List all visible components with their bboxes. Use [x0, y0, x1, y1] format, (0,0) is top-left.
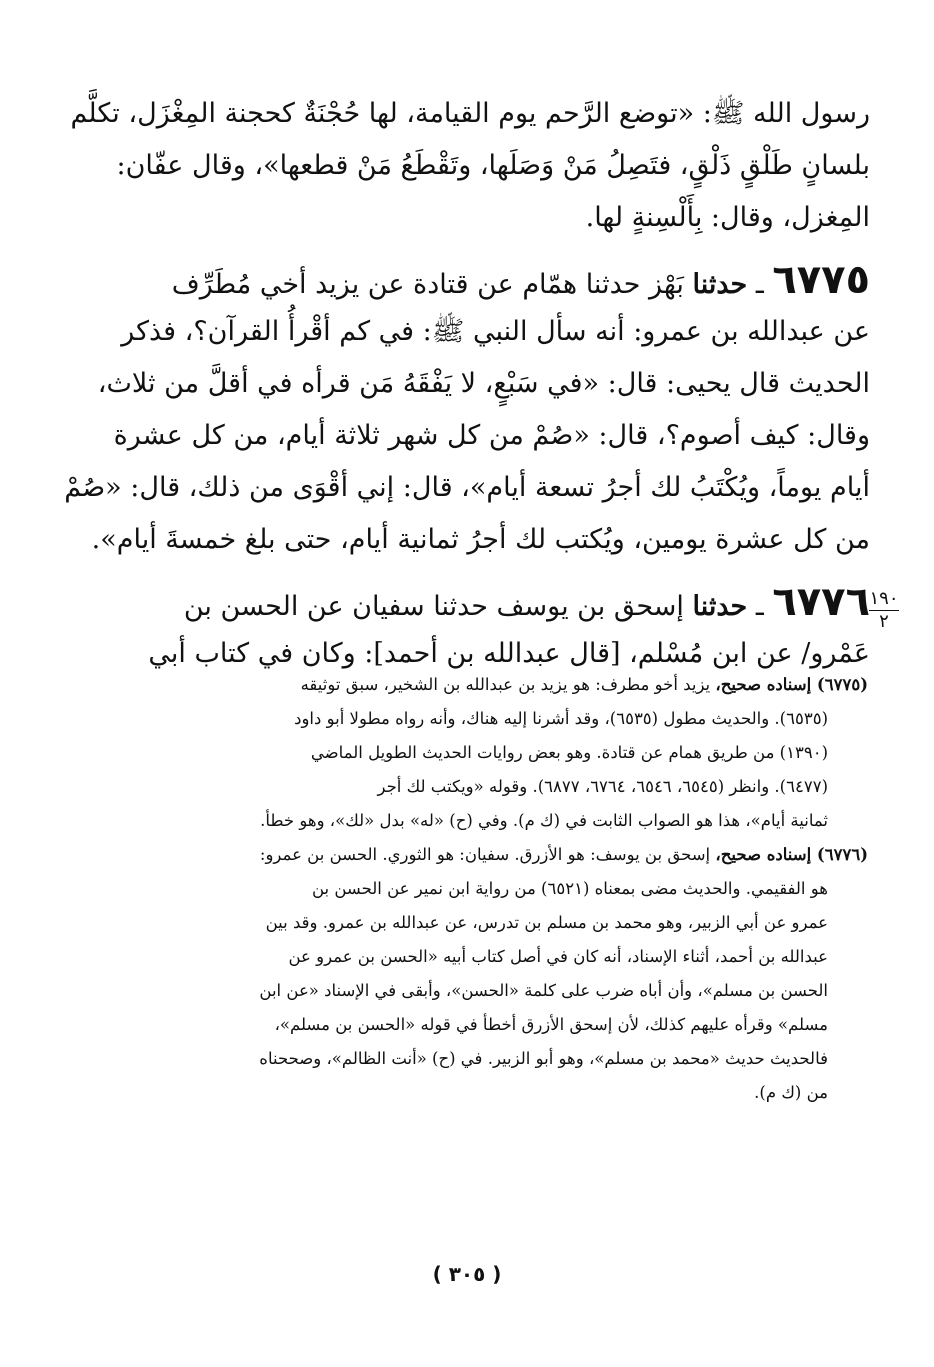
text-line: بلسانٍ طَلْقٍ ذَلْقٍ، فتَصِلُ مَنْ وَصَلَها، وتَقْطَعُ مَنْ قطعها»، وقال عفّان: — [116, 150, 870, 181]
footnote-line: من (ك م). — [754, 1083, 828, 1102]
footnote-label: (٦٧٧٥) إسناده صحيح، — [715, 675, 868, 694]
text-line: عَمْرو/ عن ابن مُسْلم، [قال عبدالله بن أحمد]: وكان في كتاب أبي — [148, 638, 870, 669]
footnote-line: عبدالله بن أحمد، أثناء الإسناد، أنه كان في أصل كتاب أبيه «الحسن بن عمرو عن — [288, 947, 828, 966]
main-text — [64, 88, 870, 680]
text-line: المِغزل، وقال: بِأَلْسِنةٍ لها. — [585, 202, 870, 233]
hadith-number: ٦٧٧٥ — [772, 257, 870, 303]
footnote-line: (٦٤٧٧). وانظر (٦٥٤٥، ٦٥٤٦، ٦٧٦٤، ٦٨٧٧). وقوله «ويكتب لك أجر — [377, 777, 828, 796]
footnote-6775-first — [150, 668, 868, 702]
footnote-text: يزيد أخو مطرف: هو يزيد بن عبدالله بن الشخير، سبق توثيقه — [300, 675, 711, 694]
hadith-keyword: حدثنا — [692, 269, 748, 300]
text-line: رسول الله ﷺ: «توضع الرَّحم يوم القيامة، لها حُجْنَةٌ كحجنة المِغْزَل، تكلَّم — [70, 98, 870, 129]
page-number: ( ٣٠٥ ) — [432, 1262, 502, 1286]
text-line: أيام يوماً، ويُكْتَبُ لك أجرُ تسعة أيام»، قال: إني أقْوَى من ذلك، قال: «صُمْ — [64, 472, 870, 503]
manuscript-page-marker — [862, 588, 906, 633]
hadith-first-line: حدثنا بَهْز حدثنا همّام عن قتادة عن يزيد أخي مُطَرِّف — [171, 269, 748, 300]
marker-bottom: ٢ — [879, 611, 889, 632]
hadith-6776-heading: ٦٧٧٦ ـ حدثنا إسحق بن يوسف حدثنا سفيان عن الحسن بن — [183, 579, 870, 625]
footnote-line: ثمانية أيام»، هذا هو الصواب الثابت في (ك م). وفي (ح) «له» بدل «لك»، وهو خطأ. — [260, 811, 828, 830]
text-line: وقال: كيف أصوم؟، قال: «صُمْ من كل شهر ثلاثة أيام، من كل عشرة — [113, 420, 870, 451]
footnote-text: إسحق بن يوسف: هو الأزرق. سفيان: هو الثوري. الحسن بن عمرو: — [259, 845, 711, 864]
footnote-line: (١٣٩٠) من طريق همام عن قتادة. وهو بعض روايات الحديث الطويل الماضي — [310, 743, 828, 762]
footnote-line: فالحديث حديث «محمد بن مسلم»، وهو أبو الزبير. في (ح) «أنت الظالم»، وصححناه — [259, 1049, 828, 1068]
hadith-keyword: حدثنا — [692, 591, 748, 622]
footnote-label: (٦٧٧٦) إسناده صحيح، — [715, 845, 868, 864]
footnote-line: هو الفقيمي. والحديث مضى بمعناه (٦٥٢١) من رواية ابن نمير عن الحسن بن — [311, 879, 828, 898]
footnote-line: مسلم» وقرأه عليهم كذلك، لأن إسحق الأزرق أخطأ في قوله «الحسن بن مسلم»، — [274, 1015, 828, 1034]
hadith-6775-heading: ٦٧٧٥ ـ حدثنا بَهْز حدثنا همّام عن قتادة عن يزيد أخي مُطَرِّف — [171, 257, 870, 303]
footnote-6776-first — [150, 838, 868, 872]
footnote-line: عمرو عن أبي الزبير، وهو محمد بن مسلم بن تدرس، عن عبدالله بن عمرو. وقد بين — [265, 913, 828, 932]
footnote-line: (٦٥٣٥). والحديث مطول (٦٥٣٥)، وقد أشرنا إليه هناك، وأنه رواه مطولا أبو داود — [294, 709, 828, 728]
text-line: الحديث قال يحيى: قال: «في سَبْعٍ، لا يَفْقَهُ مَن قرأه في أقلَّ من ثلاث، — [97, 368, 870, 399]
hadith-number: ٦٧٧٦ — [772, 579, 870, 625]
text-line: عن عبدالله بن عمرو: أنه سأل النبي ﷺ: في كم أقْرأُ القرآن؟، فذكر — [121, 316, 870, 347]
footnotes — [150, 668, 868, 1110]
marker-top: ١٩٠ — [869, 588, 899, 609]
text-line: من كل عشرة يومين، ويُكتب لك أجرُ ثمانية أيام، حتى بلغ خمسةَ أيام». — [91, 524, 870, 555]
hadith-first-line: حدثنا إسحق بن يوسف حدثنا سفيان عن الحسن بن — [183, 591, 748, 622]
footnote-line: الحسن بن مسلم»، وأن أباه ضرب على كلمة «الحسن»، وأبقى في الإسناد «عن ابن — [259, 981, 828, 1000]
